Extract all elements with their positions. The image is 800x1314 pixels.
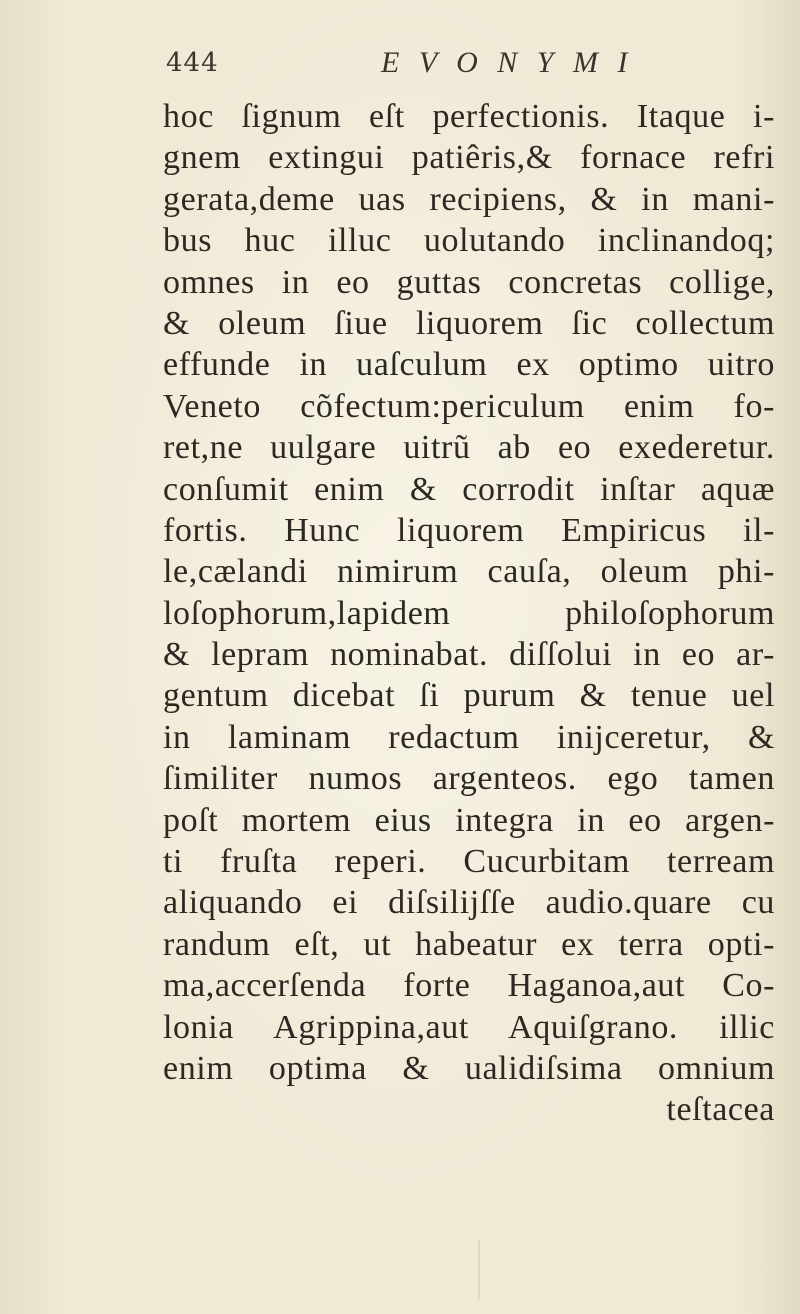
text-line: ma,accerſenda forte Haganoa,aut Co- <box>163 967 775 1005</box>
text-line: Veneto cõfectum:periculum enim fo- <box>163 387 775 425</box>
text-line: bus huc illuc uolutando inclinandoq; <box>163 222 775 260</box>
text-line: poſt mortem eius integra in eo argen- <box>163 801 775 839</box>
text-line: lonia Agrippina,aut Aquiſgrano. illic <box>163 1008 775 1046</box>
text-line: le,cælandi nimirum cauſa, oleum phi- <box>163 553 775 591</box>
text-line: conſumit enim & corrodit inſtar aquæ <box>163 470 775 508</box>
text-line: & lepram nominabat. diſſolui in eo ar- <box>163 636 775 674</box>
text-line: fortis. Hunc liquorem Empiricus il- <box>163 511 775 549</box>
text-line: randum eſt, ut habeatur ex terra opti- <box>163 925 775 963</box>
body-text <box>163 96 775 1131</box>
text-line: loſophorum,lapidem philoſophorum <box>163 594 775 632</box>
paper-mark <box>478 1240 480 1300</box>
text-line: ti fruſta reperi. Cucurbitam terream <box>163 843 775 881</box>
text-line: hoc ſignum eſt perfectionis. Itaque i- <box>163 98 775 135</box>
text-line: ſimiliter numos argenteos. ego tamen <box>163 760 775 798</box>
text-line: gentum dicebat ſi purum & tenue uel <box>163 677 775 715</box>
catchword: teſtacea <box>666 1091 775 1129</box>
page-header <box>166 42 636 86</box>
text-line: gerata,deme uas recipiens, & in mani- <box>163 180 775 218</box>
text-line: ret,ne uulgare uitrũ ab eo exederetur. <box>163 429 775 467</box>
text-line: effunde in uaſculum ex optimo uitro <box>163 346 775 384</box>
text-line: in laminam redactum inijceretur, & <box>163 718 775 756</box>
text-line: enim optima & ualidiſsima omnium <box>163 1049 775 1087</box>
text-line: aliquando ei diſsilijſſe audio.quare cu <box>163 884 775 922</box>
page-number: 444 <box>166 48 219 78</box>
text-line: omnes in eo guttas concretas collige, <box>163 263 775 301</box>
text-line: & oleum ſiue liquorem ſic collectum <box>163 304 775 342</box>
text-line: gnem extingui patiêris,& fornace refri <box>163 139 775 177</box>
running-title: E V O N Y M I <box>381 46 634 79</box>
